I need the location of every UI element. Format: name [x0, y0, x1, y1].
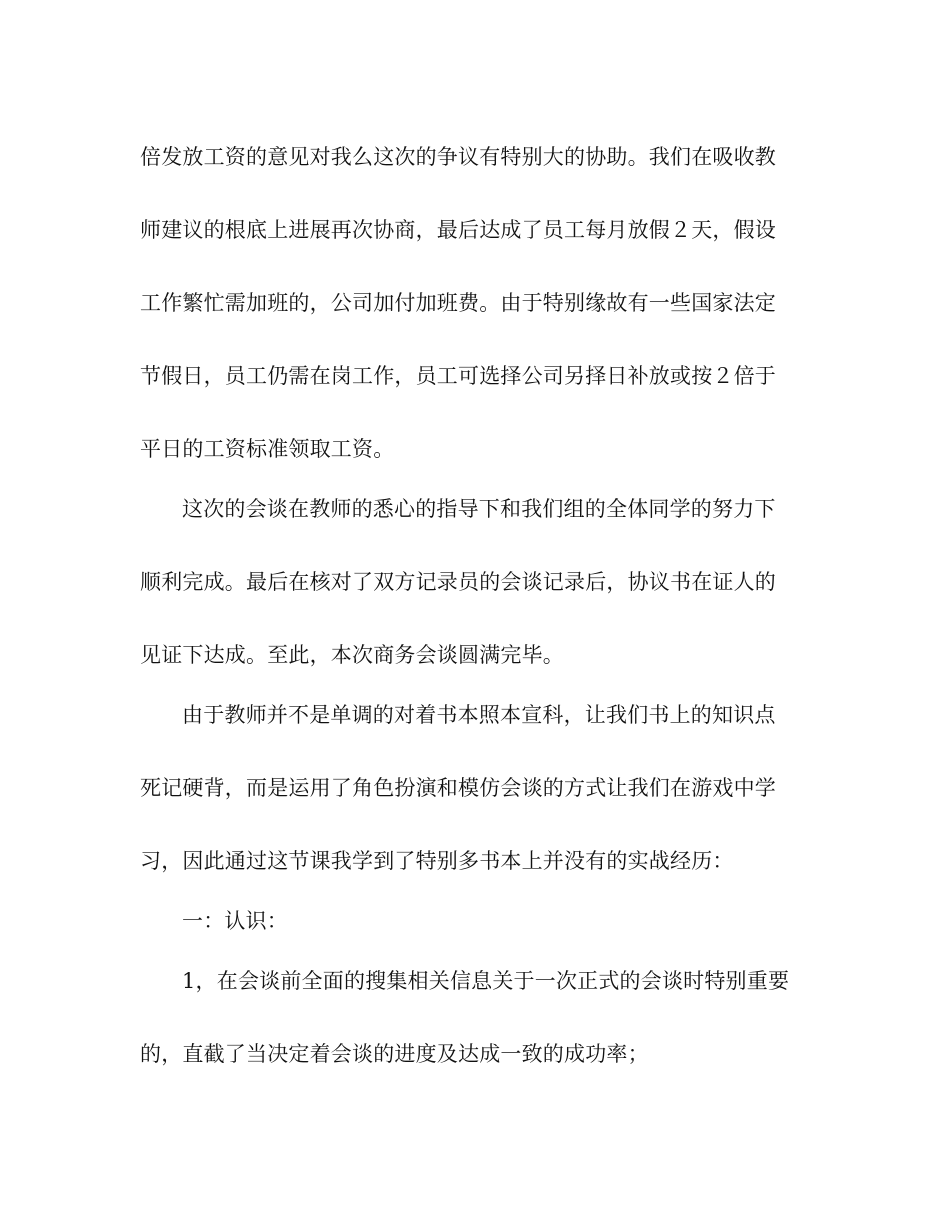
list-item-first-line: 1，在会谈前全面的搜集相关信息关于一次正式的会谈时特别重要: [182, 969, 790, 993]
text-line: 死记硬背，而是运用了角色扮演和模仿会谈的方式让我们在游戏中学: [140, 776, 776, 800]
text-line: 师建议的根底上进展再次协商，最后达成了员工每月放假２天，假设: [140, 218, 776, 242]
paragraph-first-line: 这次的会谈在教师的悉心的指导下和我们组的全体同学的努力下: [182, 497, 776, 521]
text-line: 节假日，员工仍需在岗工作，员工可选择公司另择日补放或按２倍于: [140, 364, 776, 388]
text-line: 见证下达成。至此，本次商务会谈圆满完毕。: [140, 643, 564, 667]
text-line: 倍发放工资的意见对我么这次的争议有特别大的协助。我们在吸收教: [140, 145, 776, 169]
text-line: 顺利完成。最后在核对了双方记录员的会谈记录后，协议书在证人的: [140, 570, 776, 594]
text-line: 习，因此通过这节课我学到了特别多书本上并没有的实战经历：: [140, 849, 734, 873]
text-line: 的，直截了当决定着会谈的进度及达成一致的成功率；: [140, 1042, 649, 1066]
text-line: 工作繁忙需加班的，公司加付加班费。由于特别缘故有一些国家法定: [140, 291, 776, 315]
paragraph-first-line: 由于教师并不是单调的对着书本照本宣科，让我们书上的知识点: [182, 703, 776, 727]
text-line: 平日的工资标准领取工资。: [140, 437, 395, 461]
section-heading: 一：认识：: [182, 909, 288, 933]
